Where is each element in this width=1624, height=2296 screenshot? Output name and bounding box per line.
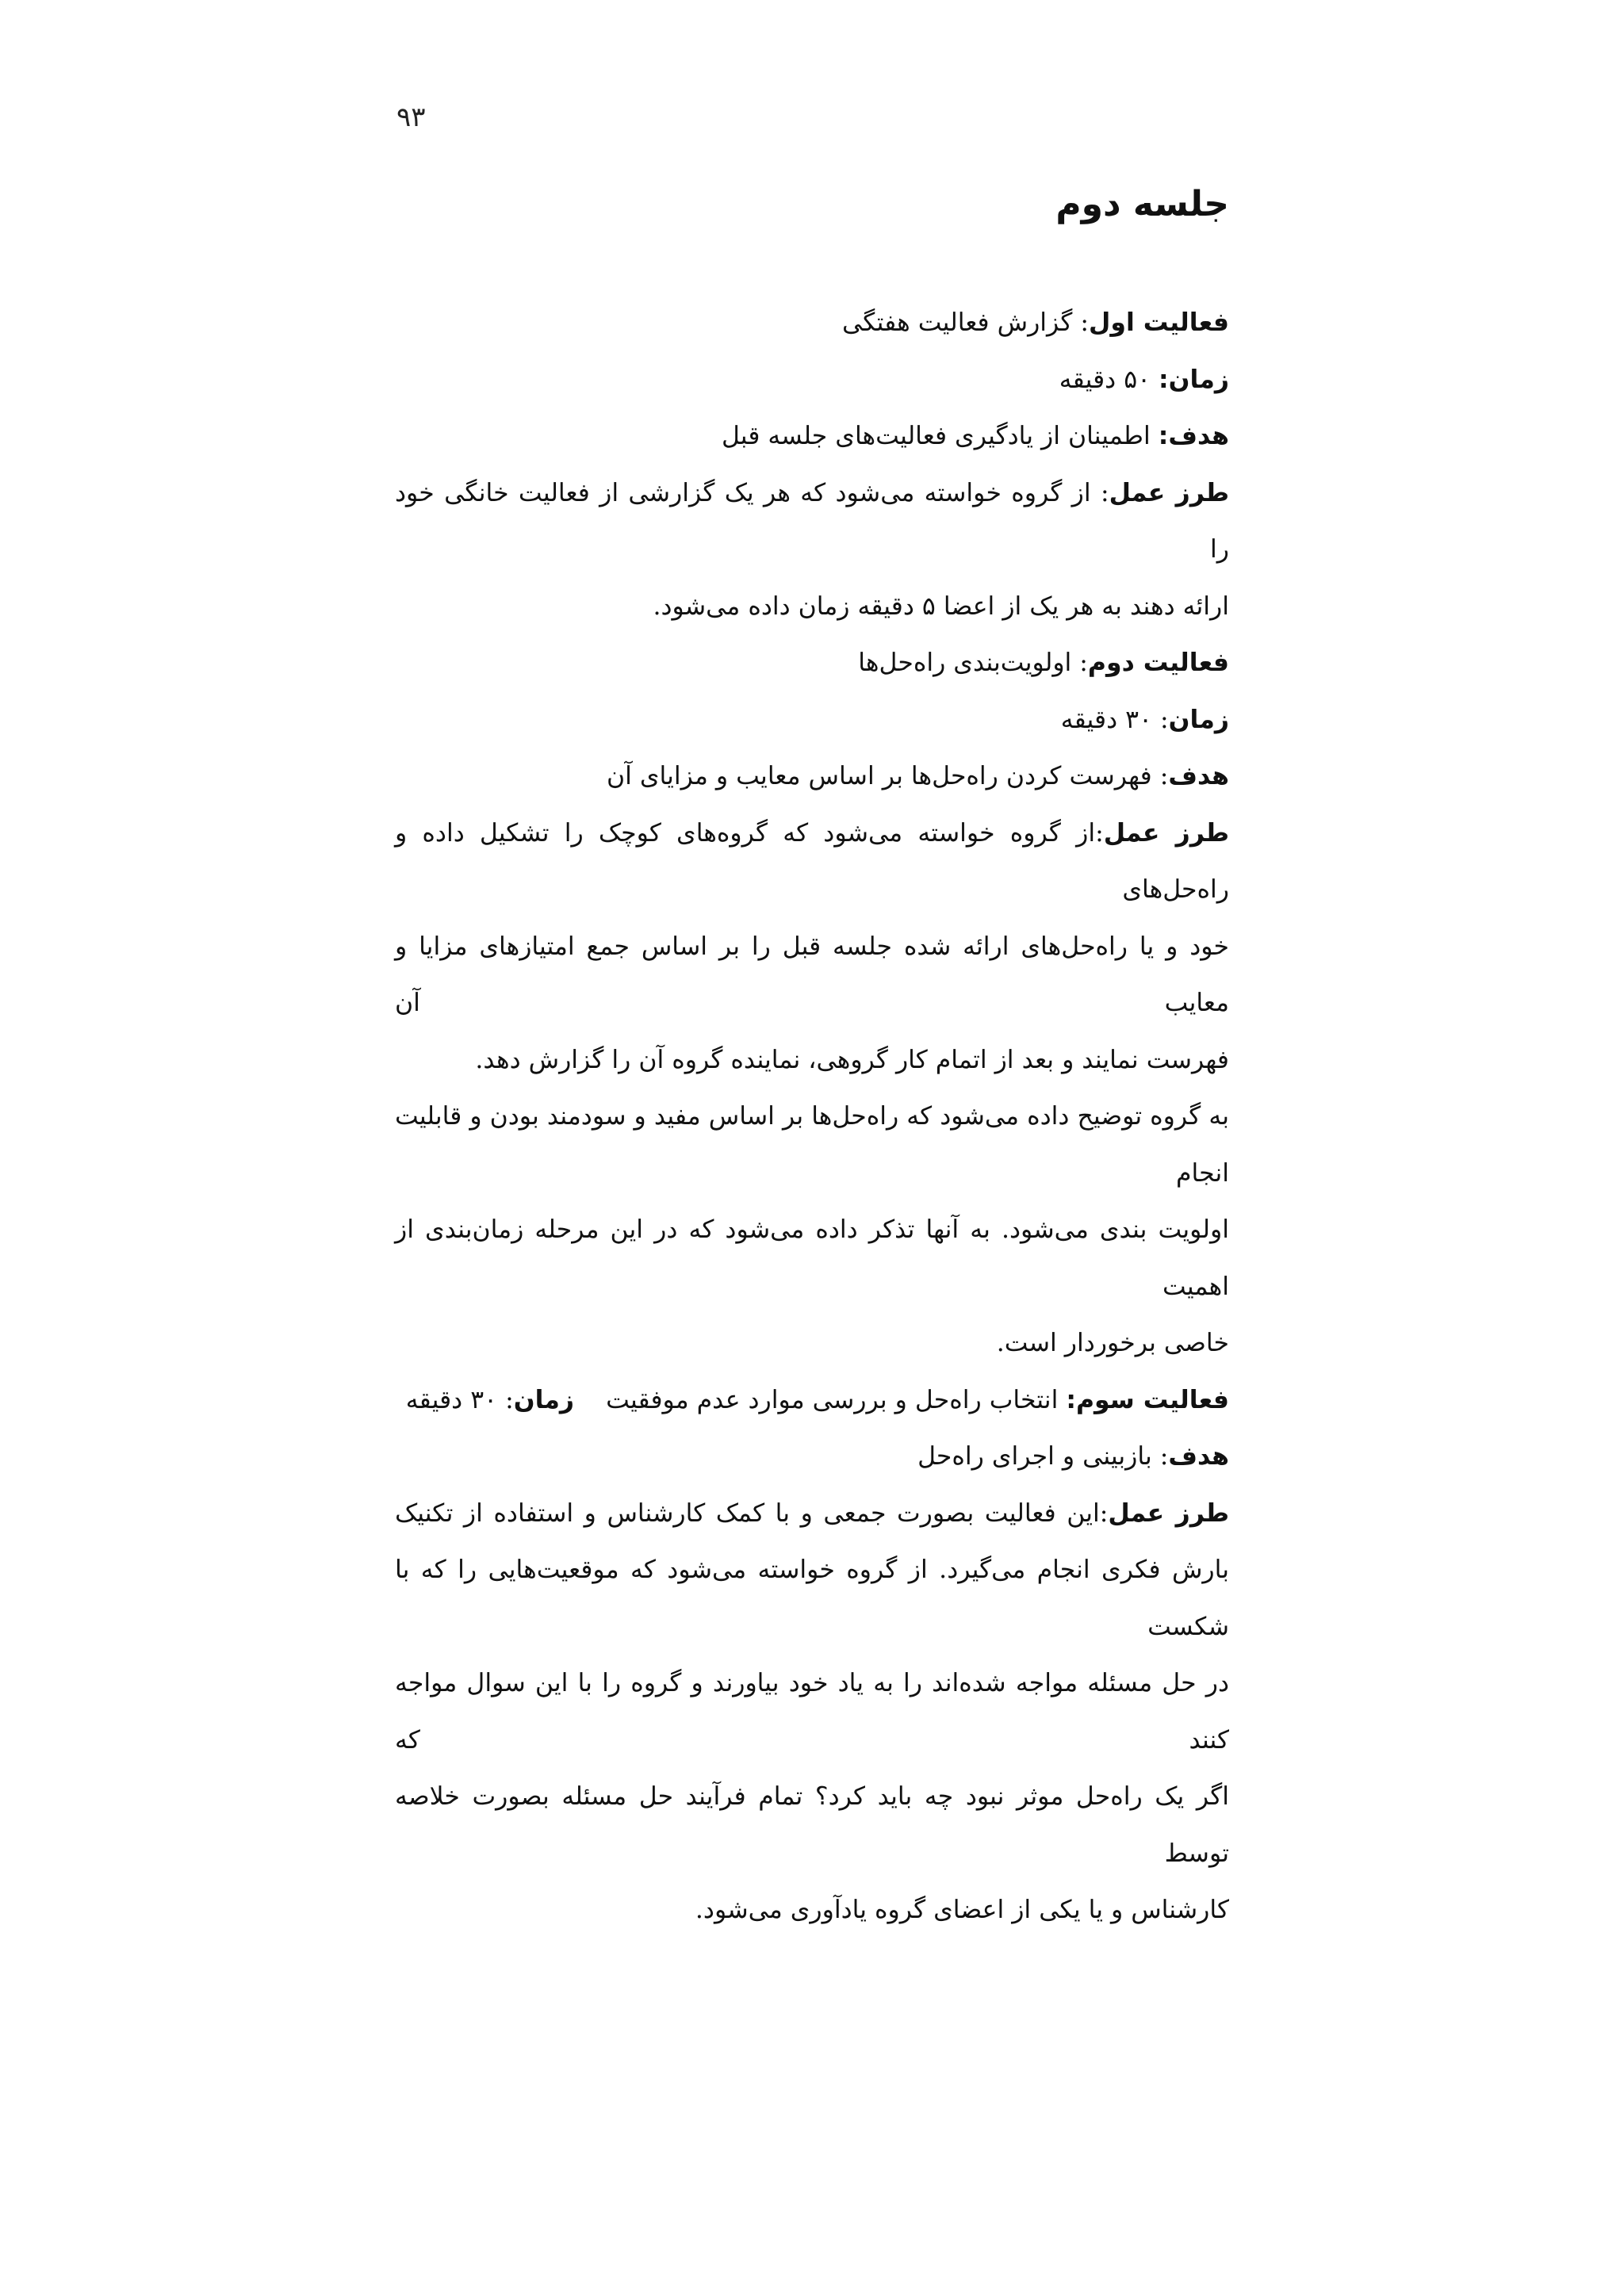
activity2-method-text: :از گروه خواسته می‌شود که گروه‌های کوچک را تشکیل داده و راه‌حل‌های	[395, 818, 1229, 904]
activity1-label: فعالیت اول	[1089, 308, 1229, 337]
activity3-method-label: طرز عمل	[1108, 1498, 1229, 1528]
activity1-goal-label: هدف:	[1158, 422, 1229, 450]
activity3-text: انتخاب راه‌حل و بررسی موارد عدم موفقیت	[606, 1385, 1067, 1414]
activity2-heading	[395, 635, 1229, 692]
activity3-time-label: زمان	[513, 1385, 575, 1414]
activity2-time-value: : ۳۰ دقیقه	[1060, 705, 1169, 734]
activity1-method-label: طرز عمل	[1109, 478, 1229, 507]
activity2-note-line: اولویت بندی می‌شود. به آنها تذکر داده می‌شود که در این مرحله زمان‌بندی از اهمیت	[395, 1215, 1229, 1301]
activity2-method-line	[395, 806, 1229, 919]
activity2-text: : اولویت‌بندی راه‌حل‌ها	[858, 649, 1088, 677]
activity1-method-line: ارائه دهند به هر یک از اعضا ۵ دقیقه زمان داده می‌شود.	[653, 591, 1229, 621]
activity3-goal	[395, 1429, 1229, 1486]
activity2-label: فعالیت دوم	[1087, 649, 1229, 677]
activity2-method-label: طرز عمل	[1103, 818, 1229, 848]
activity3-method-line: کارشناس و یا یکی از اعضای گروه یادآوری می‌شود.	[695, 1896, 1229, 1924]
activity2-time	[395, 692, 1229, 749]
activity1-text: : گزارش فعالیت هفتگی	[842, 308, 1090, 337]
activity1-time-label: زمان:	[1159, 365, 1229, 394]
activity1-heading	[395, 295, 1229, 352]
activity3-label: فعالیت سوم:	[1066, 1385, 1229, 1414]
activity2-goal	[395, 748, 1229, 806]
activity3-goal-text: : بازبینی و اجرای راه‌حل	[917, 1442, 1169, 1471]
activity3-method-line: اگر یک راه‌حل موثر نبود چه باید کرد؟ تمام فرآیند حل مسئله بصورت خلاصه توسط	[395, 1782, 1229, 1868]
activity2-method-line: خود و یا راه‌حل‌های ارائه شده جلسه قبل را بر اساس جمع امتیازهای مزایا و معایب آن	[395, 932, 1229, 1017]
session-content	[395, 295, 1229, 1939]
activity2-goal-label: هدف	[1168, 762, 1229, 790]
activity3-heading	[395, 1372, 1229, 1429]
activity2-note-line: خاصی برخوردار است.	[996, 1329, 1229, 1357]
activity1-method-text: : از گروه خواسته می‌شود که هر یک گزارشی از فعالیت خانگی خود را	[395, 478, 1229, 564]
activity3-method-line	[395, 1486, 1229, 1543]
activity1-time	[395, 352, 1229, 409]
page-number: ۹۳	[396, 101, 426, 133]
activity2-goal-text: : فهرست کردن راه‌حل‌ها بر اساس معایب و مزایای آن	[606, 762, 1169, 790]
activity3-time-value: : ۳۰ دقیقه	[405, 1385, 514, 1414]
activity1-method-line	[395, 465, 1229, 579]
activity1-goal	[395, 408, 1229, 465]
activity2-time-label: زمان	[1168, 705, 1229, 734]
activity1-time-value: ۵۰ دقیقه	[1059, 365, 1159, 394]
activity3-goal-label: هدف	[1168, 1442, 1229, 1471]
activity2-method-line: فهرست نمایند و بعد از اتمام کار گروهی، نماینده گروه آن را گزارش دهد.	[475, 1045, 1229, 1074]
activity3-method-line: در حل مسئله مواجه شده‌اند را به یاد خود بیاورند و گروه را با این سوال مواجه کنند که	[395, 1669, 1229, 1755]
activity2-note-line: به گروه توضیح داده می‌شود که راه‌حل‌ها بر اساس مفید و سودمند بودن و قابلیت انجام	[395, 1102, 1229, 1188]
activity1-goal-text: اطمینان از یادگیری فعالیت‌های جلسه قبل	[721, 422, 1159, 450]
session-title: جلسه دوم	[1055, 184, 1229, 224]
activity3-method-line: بارش فکری انجام می‌گیرد. از گروه خواسته می‌شود که موقعیت‌هایی را که با شکست	[395, 1556, 1229, 1641]
activity3-method-text: :این فعالیت بصورت جمعی و با کمک کارشناس و استفاده از تکنیک	[395, 1498, 1109, 1528]
